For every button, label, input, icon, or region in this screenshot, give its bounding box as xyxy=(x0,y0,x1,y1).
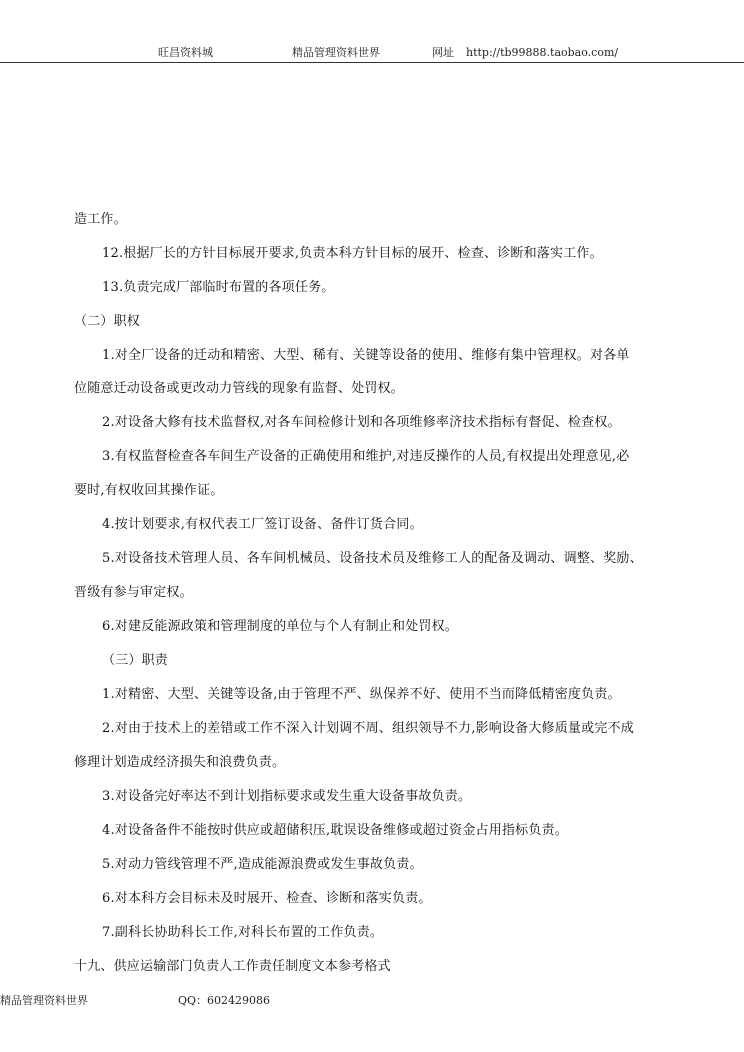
paragraph-line: 6.对本科方会目标未及时展开、检查、诊断和落实负责。 xyxy=(102,891,432,906)
footer-brand: 精品管理资料世界 xyxy=(0,994,88,1007)
header-url-label: 网址 xyxy=(432,46,454,59)
paragraph-line: 5.对动力管线管理不严,造成能源浪费或发生事故负责。 xyxy=(102,857,423,872)
paragraph-line: 3.有权监督检查各车间生产设备的正确使用和维护,对违反操作的人员,有权提出处理意见,必 xyxy=(102,449,630,464)
paragraph-line: 修理计划造成经济损失和浪费负责。 xyxy=(74,755,286,770)
header-divider xyxy=(0,62,744,63)
section-heading: （三）职责 xyxy=(102,653,169,668)
paragraph-line: 1.对精密、大型、关键等设备,由于管理不严、纵保养不好、使用不当而降低精密度负责。 xyxy=(102,687,621,702)
paragraph-line: 2.对设备大修有技术监督权,对各车间检修计划和各项维修率济技术指标有督促、检查权。 xyxy=(102,415,621,430)
paragraph-line: 位随意迁动设备或更改动力管线的现象有监督、处罚权。 xyxy=(74,381,405,396)
paragraph-line: 12.根据厂长的方针目标展开要求,负责本科方针目标的展开、检查、诊断和落实工作。 xyxy=(102,246,603,261)
paragraph-line: 4.按计划要求,有权代表工厂签订设备、备件订货合同。 xyxy=(102,517,423,532)
section-heading: （二）职权 xyxy=(74,314,141,329)
footer-qq: QQ：602429086 xyxy=(178,994,271,1007)
header-brand: 精品管理资料世界 xyxy=(292,46,380,59)
paragraph-line: 1.对全厂设备的迁动和精密、大型、稀有、关键等设备的使用、维修有集中管理权。对各单 xyxy=(102,348,630,363)
header-url-link[interactable]: http://tb99888.taobao.com/ xyxy=(466,46,619,59)
paragraph-line: 4.对设备备件不能按时供应或超储积压,耽误设备维修或超过资金占用指标负责。 xyxy=(102,823,568,838)
paragraph-line: 要时,有权收回其操作证。 xyxy=(74,483,224,498)
header-shop-name: 旺昌资料城 xyxy=(158,46,213,59)
paragraph-line: 5.对设备技术管理人员、各车间机械员、设备技术员及维修工人的配备及调动、调整、奖励、 xyxy=(102,551,643,566)
paragraph-line: 2.对由于技术上的差错或工作不深入计划调不周、组织领导不力,影响设备大修质量或完不成 xyxy=(102,721,634,736)
paragraph-line: 7.副科长协助科长工作,对科长布置的工作负责。 xyxy=(102,925,384,940)
chapter-heading: 十九、供应运输部门负责人工作责任制度文本参考格式 xyxy=(74,959,391,974)
paragraph-line: 6.对建反能源政策和管理制度的单位与个人有制止和处罚权。 xyxy=(102,619,459,634)
paragraph-line: 13.负责完成厂部临时布置的各项任务。 xyxy=(102,280,335,295)
paragraph-line: 3.对设备完好率达不到计划指标要求或发生重大设备事故负责。 xyxy=(102,789,472,804)
paragraph-line: 晋级有参与审定权。 xyxy=(74,585,193,600)
paragraph-line: 造工作。 xyxy=(74,212,127,227)
